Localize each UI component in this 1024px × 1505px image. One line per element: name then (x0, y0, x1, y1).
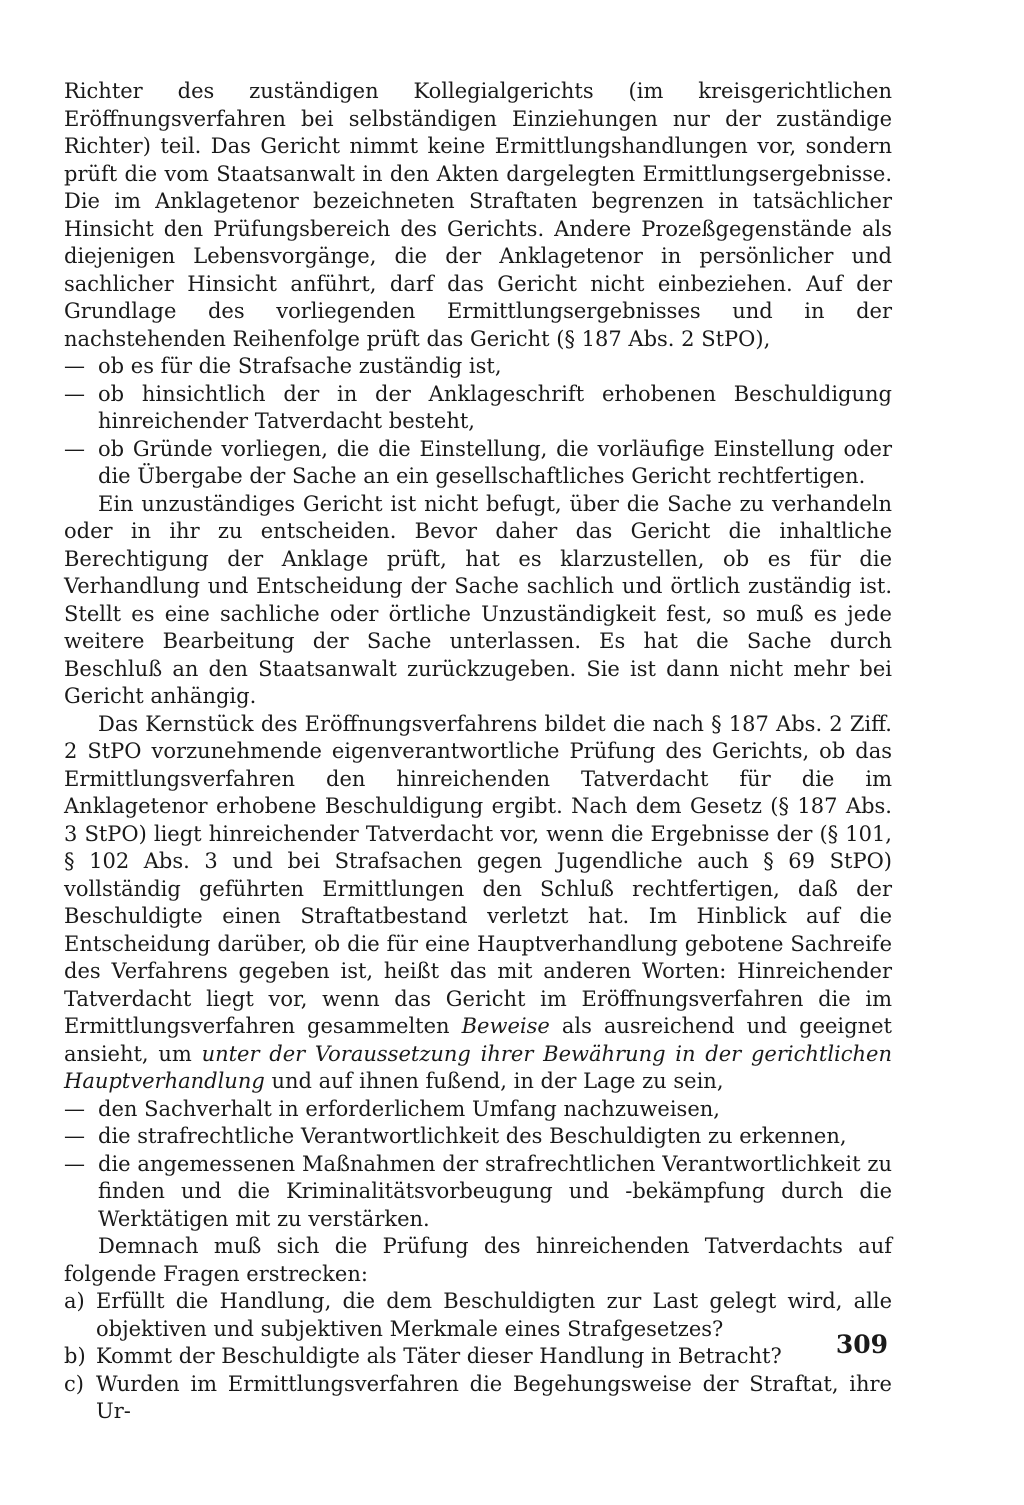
list-item (64, 1096, 892, 1124)
paragraph-core-review (64, 711, 892, 1096)
dash-marker: — (64, 1151, 85, 1176)
question-text: Kommt der Beschuldigte als Täter dieser Handlung in Betracht? (96, 1344, 782, 1368)
letter-marker: a) (64, 1289, 85, 1313)
dash-marker: — (64, 381, 85, 406)
paragraph-text: und auf ihnen fußend, in der Lage zu sein, (264, 1069, 724, 1093)
dash-marker: — (64, 354, 85, 378)
question-text: Wurden im Ermittlungsverfahren die Begehungsweise der Straftat, ihre Ur- (96, 1371, 892, 1423)
letter-marker: b) (64, 1344, 86, 1368)
question-text: Erfüllt die Handlung, die dem Beschuldigten zur Last gelegt wird, alle objektiven und subjektiven Merkmale eines Strafgesetzes? (96, 1289, 892, 1341)
check-list (64, 353, 892, 491)
list-item (64, 1151, 892, 1234)
question-item (64, 1288, 892, 1343)
list-item-text: die strafrechtliche Verantwortlichkeit des Beschuldigten zu erkennen, (98, 1124, 847, 1148)
page-body (64, 78, 892, 1426)
paragraph-text: als ausreichend und geeignet ansieht, um (64, 1014, 892, 1066)
list-item-text: die angemessenen Maßnahmen der strafrechtlichen Verantwortlichkeit zu finden und die Kriminalitätsvorbeugung und -bekämpfung durch die Werktätigen mit zu verstärken. (98, 1151, 892, 1231)
letter-marker: c) (64, 1371, 84, 1396)
emphasis-text: Beweise (461, 1014, 550, 1038)
list-item (64, 381, 892, 436)
list-item (64, 436, 892, 491)
paragraph-text: Das Kernstück des Eröffnungsverfahrens bildet die nach § 187 Abs. 2 Ziff. 2 StPO vorzunehmende eigenverantwortliche Prüfung des Gerichts, ob das Ermittlungsverfahren den hinreichenden Tatverdacht für die im Anklagetenor erhobene Beschuldigung ergibt. Nach dem Gesetz (§ 187 Abs. 3 StPO) liegt hinreichender Tatverdacht vor, wenn die Ergebnisse der (§ 101, § 102 Abs. 3 und bei Strafsachen gegen Jugendliche auch § 69 StPO) vollständig geführten Ermittlungen den Schluß rechtfertigen, daß der Beschuldigte einen Straftatbestand verletzt hat. Im Hinblick auf die Entscheidung darüber, ob die für eine Hauptverhandlung gebotene Sachreife des Verfahrens gegeben ist, heißt das mit anderen Worten: Hinreichender Tatverdacht liegt vor, wenn das Gericht im Eröffnungsverfahren die im Ermittlungsverfahren gesammelten (64, 711, 892, 1038)
dash-marker: — (64, 436, 85, 461)
paragraph-questions-intro: Demnach muß sich die Prüfung des hinreichenden Tatverdachts auf folgende Fragen erstrecken: (64, 1234, 892, 1286)
page-number: 309 (835, 1330, 888, 1359)
paragraph-jurisdiction: Ein unzuständiges Gericht ist nicht befugt, über die Sache zu verhandeln oder in ihr zu entscheiden. Bevor daher das Gericht die inhaltliche Berechtigung der Anklage prüft, hat es klarzustellen, ob es für die Verhandlung und Entscheidung der Sache sachlich und örtlich zuständig ist. Stellt es eine sachliche oder örtliche Unzuständigkeit fest, so muß es jede weitere Bearbeitung der Sache unterlassen. Es hat die Sache durch Beschluß an den Staatsanwalt zurückzugeben. Sie ist dann nicht mehr bei Gericht anhängig. (64, 491, 892, 708)
list-item-text: ob Gründe vorliegen, die die Einstellung, die vorläufige Einstellung oder die Übergabe der Sache an ein gesellschaftliches Gericht rechtfertigen. (98, 436, 892, 488)
list-item-text: den Sachverhalt in erforderlichem Umfang nachzuweisen, (98, 1096, 720, 1121)
list-item (64, 1123, 892, 1151)
emphasis-text: unter der Voraussetzung ihrer Bewährung in der gerichtlichen Hauptverhandlung (64, 1041, 892, 1093)
question-item (64, 1343, 892, 1371)
question-item (64, 1371, 892, 1426)
question-list (64, 1288, 892, 1426)
list-item (64, 353, 892, 381)
paragraph-intro: Richter des zuständigen Kollegialgerichts (im kreisgerichtlichen Eröffnungsverfahren bei selbständigen Einziehungen nur der zuständige Richter) teil. Das Gericht nimmt keine Ermittlungshandlungen vor, sondern prüft die vom Staatsanwalt in den Akten dargelegten Ermittlungsergebnisse. Die im Anklagetenor bezeichneten Straftaten begrenzen in tatsächlicher Hinsicht den Prüfungsbereich des Gerichts. Andere Prozeßgegenstände als diejenigen Lebensvorgänge, die der Anklagetenor in persönlicher und sachlicher Hinsicht anführt, darf das Gericht nicht einbeziehen. Auf der Grundlage des vorliegenden Ermittlungsergebnisses und in der nachstehenden Reihenfolge prüft das Gericht (§ 187 Abs. 2 StPO), (64, 79, 892, 351)
dash-marker: — (64, 1124, 85, 1148)
list-item-text: ob hinsichtlich der in der Anklageschrift erhobenen Beschuldigung hinreichender Tatverdacht besteht, (98, 381, 892, 433)
dash-marker: — (64, 1096, 85, 1121)
list-item-text: ob es für die Strafsache zuständig ist, (98, 354, 502, 378)
purpose-list (64, 1096, 892, 1234)
